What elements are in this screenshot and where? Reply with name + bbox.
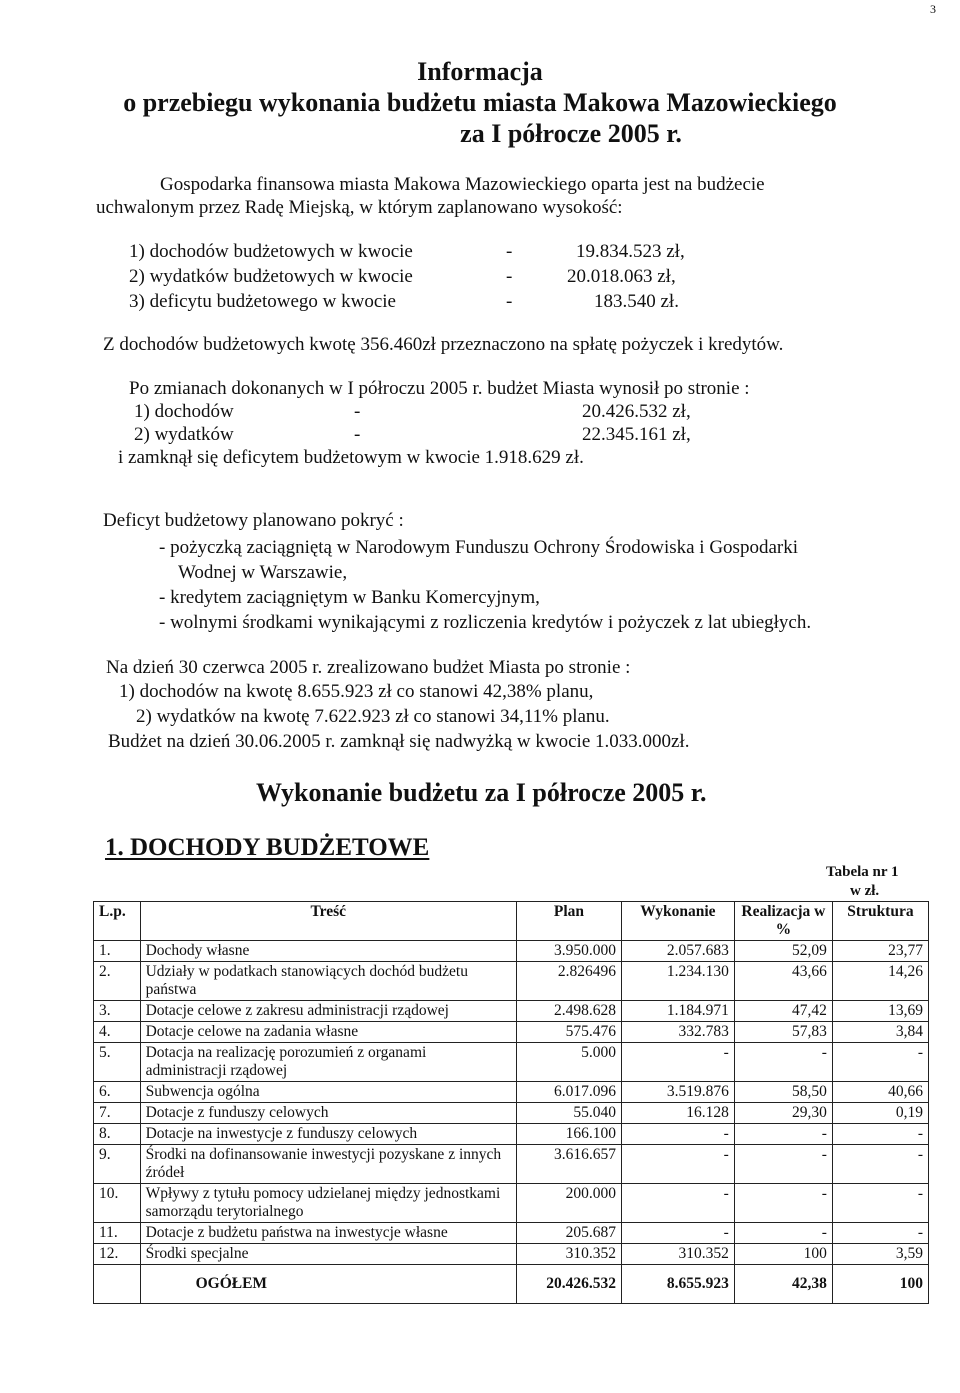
table-row xyxy=(94,1184,929,1223)
cell-lp: 10. xyxy=(94,1184,141,1223)
cell-plan: 205.687 xyxy=(516,1223,621,1244)
cell-wykonanie: - xyxy=(622,1043,735,1082)
section-title-dochody: 1. DOCHODY BUDŻETOWE xyxy=(105,834,430,861)
changed-item-dash: - xyxy=(354,401,361,422)
table-row xyxy=(94,1043,929,1082)
cell-realizacja: 52,09 xyxy=(734,941,832,962)
execution-line-4: Budżet na dzień 30.06.2005 r. zamknął się nadwyżką w kwocie 1.033.000zł. xyxy=(108,731,690,752)
cell-plan: 55.040 xyxy=(516,1103,621,1124)
table-total-row xyxy=(94,1265,929,1304)
cell-tresc: Subwencja ogólna xyxy=(140,1082,516,1103)
header-lp: L.p. xyxy=(94,902,141,941)
table-header-row xyxy=(94,902,929,941)
repayment-note: Z dochodów budżetowych kwotę 356.460zł przeznaczono na spłatę pożyczek i kredytów. xyxy=(103,334,784,355)
cell-plan: 575.476 xyxy=(516,1022,621,1043)
changes-closing: i zamknął się deficytem budżetowym w kwocie 1.918.629 zł. xyxy=(118,447,584,468)
table-row xyxy=(94,1124,929,1145)
cell-tresc: Dotacje z funduszy celowych xyxy=(140,1103,516,1124)
planned-item-dash: - xyxy=(506,291,513,312)
cell-wykonanie: - xyxy=(622,1184,735,1223)
planned-item-value: 183.540 zł. xyxy=(594,291,679,312)
cell-realizacja: 42,38 xyxy=(734,1265,832,1304)
table-row xyxy=(94,1145,929,1184)
cell-struktura: 13,69 xyxy=(832,1001,928,1022)
planned-item-dash: - xyxy=(506,241,513,262)
cell-realizacja: - xyxy=(734,1223,832,1244)
changed-item-label: 2) wydatków xyxy=(134,424,234,445)
intro-line-1: Gospodarka finansowa miasta Makowa Mazowieckiego oparta jest na budżecie xyxy=(160,174,765,195)
planned-item-value: 20.018.063 zł, xyxy=(567,266,676,287)
cell-tresc: Środki specjalne xyxy=(140,1244,516,1265)
cell-realizacja: 100 xyxy=(734,1244,832,1265)
execution-line-3: 2) wydatków na kwotę 7.622.923 zł co stanowi 34,11% planu. xyxy=(136,706,610,727)
table-caption: Tabela nr 1 xyxy=(826,864,899,880)
cell-lp: 12. xyxy=(94,1244,141,1265)
cell-tresc: Wpływy z tytułu pomocy udzielanej między jednostkami samorządu terytorialnego xyxy=(140,1184,516,1223)
cell-tresc: Dotacja na realizację porozumień z organami administracji rządowej xyxy=(140,1043,516,1082)
cell-lp: 4. xyxy=(94,1022,141,1043)
deficit-heading: Deficyt budżetowy planowano pokryć : xyxy=(103,510,404,531)
cell-wykonanie: 1.234.130 xyxy=(622,962,735,1001)
cell-wykonanie: 310.352 xyxy=(622,1244,735,1265)
document-period: za I półrocze 2005 r. xyxy=(460,119,682,148)
cell-plan: 6.017.096 xyxy=(516,1082,621,1103)
cell-wykonanie: 2.057.683 xyxy=(622,941,735,962)
cell-lp xyxy=(94,1265,141,1304)
table-row xyxy=(94,1022,929,1043)
header-tresc: Treść xyxy=(140,902,516,941)
table-row xyxy=(94,1103,929,1124)
header-plan: Plan xyxy=(516,902,621,941)
cell-wykonanie: 332.783 xyxy=(622,1022,735,1043)
cell-lp: 9. xyxy=(94,1145,141,1184)
cell-struktura: - xyxy=(832,1223,928,1244)
cell-lp: 1. xyxy=(94,941,141,962)
cell-tresc: Dotacje celowe na zadania własne xyxy=(140,1022,516,1043)
table-row xyxy=(94,1001,929,1022)
cell-struktura: 23,77 xyxy=(832,941,928,962)
changes-line: Po zmianach dokonanych w I półroczu 2005 r. budżet Miasta wynosił po stronie : xyxy=(129,378,750,399)
table-unit: w zł. xyxy=(850,883,880,899)
cell-struktura: - xyxy=(832,1124,928,1145)
deficit-source-item: - kredytem zaciągniętym w Banku Komercyjnym, xyxy=(159,587,540,608)
changed-item-label: 1) dochodów xyxy=(134,401,234,422)
header-realizacja: Realizacja w % xyxy=(734,902,832,941)
planned-item-value: 19.834.523 zł, xyxy=(576,241,685,262)
cell-lp: 3. xyxy=(94,1001,141,1022)
cell-lp: 5. xyxy=(94,1043,141,1082)
table-row xyxy=(94,1244,929,1265)
cell-struktura: - xyxy=(832,1145,928,1184)
cell-tresc: Udziały w podatkach stanowiących dochód budżetu państwa xyxy=(140,962,516,1001)
document-title: Informacja xyxy=(417,57,543,86)
cell-plan: 166.100 xyxy=(516,1124,621,1145)
cell-plan: 3.950.000 xyxy=(516,941,621,962)
cell-realizacja: 47,42 xyxy=(734,1001,832,1022)
cell-realizacja: 57,83 xyxy=(734,1022,832,1043)
cell-struktura: 40,66 xyxy=(832,1082,928,1103)
cell-realizacja: - xyxy=(734,1184,832,1223)
header-struktura: Struktura xyxy=(832,902,928,941)
cell-wykonanie: 8.655.923 xyxy=(622,1265,735,1304)
table-row xyxy=(94,1082,929,1103)
income-table xyxy=(93,901,929,1304)
cell-struktura: - xyxy=(832,1184,928,1223)
cell-tresc: Dotacje na inwestycje z funduszy celowych xyxy=(140,1124,516,1145)
cell-struktura: 0,19 xyxy=(832,1103,928,1124)
cell-realizacja: - xyxy=(734,1043,832,1082)
page-number: 3 xyxy=(930,2,936,16)
cell-lp: 7. xyxy=(94,1103,141,1124)
cell-wykonanie: - xyxy=(622,1145,735,1184)
cell-struktura: - xyxy=(832,1043,928,1082)
cell-tresc: Dotacje z budżetu państwa na inwestycje własne xyxy=(140,1223,516,1244)
cell-plan: 20.426.532 xyxy=(516,1265,621,1304)
cell-realizacja: - xyxy=(734,1145,832,1184)
cell-wykonanie: 3.519.876 xyxy=(622,1082,735,1103)
cell-lp: 8. xyxy=(94,1124,141,1145)
execution-line-2: 1) dochodów na kwotę 8.655.923 zł co stanowi 42,38% planu, xyxy=(119,681,594,702)
deficit-source-item: - pożyczką zaciągniętą w Narodowym Funduszu Ochrony Środowiska i Gospodarki xyxy=(159,537,798,558)
cell-tresc: Środki na dofinansowanie inwestycji pozyskane z innych źródeł xyxy=(140,1145,516,1184)
deficit-source-item: - wolnymi środkami wynikającymi z rozliczenia kredytów i pożyczek z lat ubiegłych. xyxy=(159,612,812,633)
planned-item-label: 1) dochodów budżetowych w kwocie xyxy=(129,241,413,262)
cell-plan: 5.000 xyxy=(516,1043,621,1082)
deficit-source-item: Wodnej w Warszawie, xyxy=(178,562,348,583)
cell-realizacja: 43,66 xyxy=(734,962,832,1001)
cell-wykonanie: - xyxy=(622,1124,735,1145)
cell-struktura: 3,59 xyxy=(832,1244,928,1265)
cell-realizacja: 29,30 xyxy=(734,1103,832,1124)
planned-item-label: 3) deficytu budżetowego w kwocie xyxy=(129,291,396,312)
table-row xyxy=(94,962,929,1001)
changed-item-value: 20.426.532 zł, xyxy=(582,401,691,422)
cell-struktura: 3,84 xyxy=(832,1022,928,1043)
cell-realizacja: - xyxy=(734,1124,832,1145)
cell-wykonanie: 16.128 xyxy=(622,1103,735,1124)
cell-realizacja: 58,50 xyxy=(734,1082,832,1103)
intro-line-2: uchwalonym przez Radę Miejską, w którym zaplanowano wysokość: xyxy=(96,197,623,218)
cell-wykonanie: 1.184.971 xyxy=(622,1001,735,1022)
cell-struktura: 14,26 xyxy=(832,962,928,1001)
cell-lp: 11. xyxy=(94,1223,141,1244)
planned-item-label: 2) wydatków budżetowych w kwocie xyxy=(129,266,413,287)
header-wykonanie: Wykonanie xyxy=(622,902,735,941)
cell-lp: 6. xyxy=(94,1082,141,1103)
cell-plan: 2.498.628 xyxy=(516,1001,621,1022)
cell-plan: 2.826496 xyxy=(516,962,621,1001)
cell-tresc: OGÓŁEM xyxy=(140,1265,516,1304)
cell-plan: 310.352 xyxy=(516,1244,621,1265)
cell-plan: 200.000 xyxy=(516,1184,621,1223)
cell-wykonanie: - xyxy=(622,1223,735,1244)
cell-plan: 3.616.657 xyxy=(516,1145,621,1184)
cell-struktura: 100 xyxy=(832,1265,928,1304)
document-subtitle: o przebiegu wykonania budżetu miasta Makowa Mazowieckiego xyxy=(123,88,837,117)
cell-tresc: Dotacje celowe z zakresu administracji rządowej xyxy=(140,1001,516,1022)
changed-item-value: 22.345.161 zł, xyxy=(582,424,691,445)
section-heading: Wykonanie budżetu za I półrocze 2005 r. xyxy=(256,778,707,807)
execution-line-1: Na dzień 30 czerwca 2005 r. zrealizowano budżet Miasta po stronie : xyxy=(106,657,631,678)
table-row xyxy=(94,1223,929,1244)
cell-tresc: Dochody własne xyxy=(140,941,516,962)
cell-lp: 2. xyxy=(94,962,141,1001)
table-row xyxy=(94,941,929,962)
changed-item-dash: - xyxy=(354,424,361,445)
planned-item-dash: - xyxy=(506,266,513,287)
